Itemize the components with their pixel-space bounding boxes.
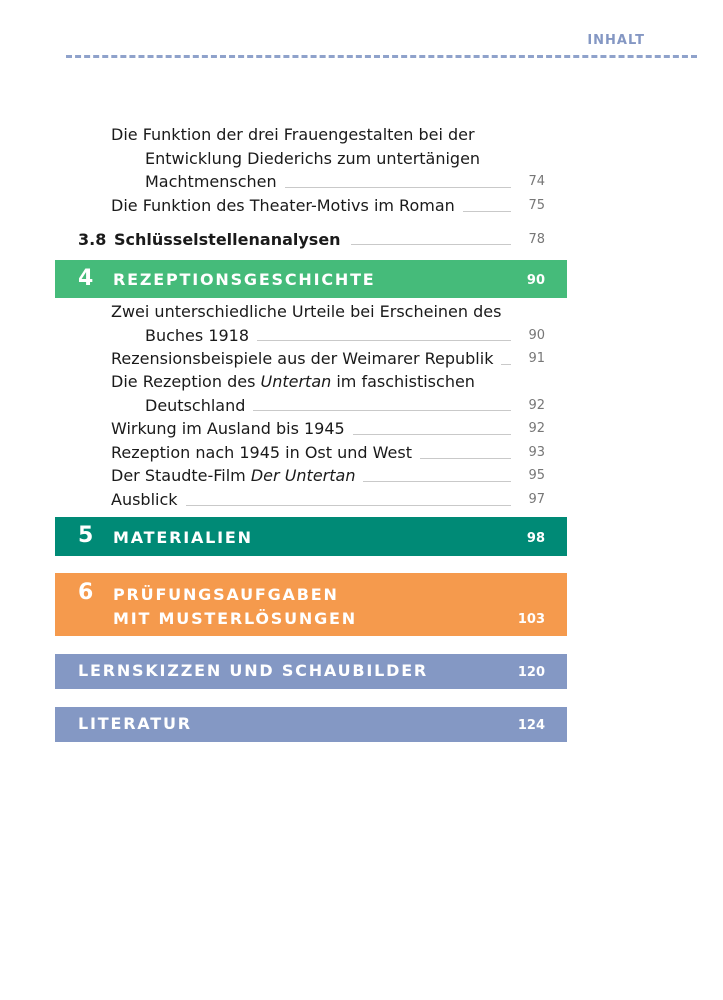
toc-entry-line [111,464,545,488]
toc-entry-ausland-1945[interactable] [111,417,545,441]
toc-entry-text: im faschistischen [331,372,475,391]
toc-entry-weimarer-republik[interactable] [111,347,545,371]
chapter-title: MATERIALIEN [113,528,253,547]
lernskizzen-band[interactable] [55,654,567,689]
toc-entry-line [111,394,545,418]
subsection-title: Schlüsselstellenanalysen [114,230,341,249]
dot-leader [420,458,511,459]
toc-entry-text: Wirkung im Ausland bis 1945 [111,419,345,438]
dot-leader [186,505,511,506]
toc-entry-line: Zwei unterschiedliche Urteile bei Erscheinen des [111,302,502,321]
section-title: LERNSKIZZEN UND SCHAUBILDER [78,661,429,680]
dot-leader [501,364,511,365]
dot-leader [285,187,511,188]
dot-leader [253,410,511,411]
toc-entry-text: Machtmenschen [145,172,277,191]
page-number: 92 [528,397,545,413]
toc-entry-line [111,441,545,465]
section-page: 124 [517,718,545,733]
page-number: 95 [528,468,545,483]
page-number: 75 [528,198,545,213]
chapter-4-band[interactable] [55,260,567,298]
toc-entry-line [111,170,545,194]
dot-leader [363,481,511,482]
toc-entry-ausblick[interactable] [111,488,545,512]
toc-entry-line [111,324,545,348]
toc-entry-text: Buches 1918 [145,325,250,345]
toc-entry-ost-west[interactable] [111,441,545,465]
chapter-number: 6 [78,580,94,605]
toc-entry-frauengestalten[interactable] [111,123,545,194]
literatur-band[interactable] [55,707,567,742]
book-title-italic: Untertan [260,372,332,391]
toc-entry-text: Deutschland [145,395,246,415]
page-number: 78 [528,232,545,247]
header-section-label: INHALT [587,33,645,48]
toc-subsection-3-8[interactable] [78,228,545,251]
toc-entry-line: Die Funktion der drei Frauengestalten bei der [111,125,475,144]
header-dashed-rule [66,55,697,58]
dot-leader [353,434,511,435]
toc-entry-staudte-film[interactable] [111,464,545,488]
toc-entry-urteile-1918[interactable] [111,300,545,347]
dot-leader [463,211,511,212]
page-number: 90 [528,327,545,343]
toc-entry-text: Rezensionsbeispiele aus der Weimarer Republik [111,349,494,368]
toc-entry-line [111,488,545,512]
toc-entry-text: Ausblick [111,490,178,509]
toc-entry-text: Die Rezeption des [111,372,261,391]
dot-leader [351,244,511,245]
chapter-title-line-2: MIT MUSTERLÖSUNGEN [113,609,357,628]
toc-entry-line: Entwicklung Diederichs zum untertänigen [145,148,481,168]
toc-entry-theater-motiv[interactable] [111,194,545,218]
chapter-6-band[interactable] [55,573,567,636]
chapter-title: REZEPTIONSGESCHICHTE [113,270,376,289]
toc-entry-line [111,347,545,371]
chapter-page: 90 [526,273,545,288]
chapter-5-band[interactable] [55,517,567,556]
chapter-number: 5 [78,523,94,548]
dot-leader [257,340,511,341]
toc-entry-line [111,194,545,218]
toc-entry-line [111,417,545,441]
subsection-number: 3.8 [78,230,107,249]
page-number: 92 [528,421,545,436]
chapter-number: 4 [78,266,94,291]
film-title-italic: Der Untertan [250,466,356,485]
toc-entry-text: Rezeption nach 1945 in Ost und West [111,443,412,462]
chapter-title-line-1: PRÜFUNGSAUFGABEN [113,585,339,604]
page-number: 74 [528,174,545,189]
toc-entry-faschistisches-deutschland[interactable] [111,370,545,417]
chapter-page: 103 [517,612,545,627]
section-page: 120 [517,665,545,680]
chapter-page: 98 [526,531,545,546]
page-number: 93 [528,445,545,460]
toc-entry-text: Die Funktion des Theater-Motivs im Roman [111,196,455,215]
toc-entry-text: Der Staudte-Film [111,466,251,485]
toc-entry-line [111,370,545,394]
page-number: 97 [528,492,545,507]
page-number: 91 [528,351,545,366]
section-title: LITERATUR [78,714,192,733]
